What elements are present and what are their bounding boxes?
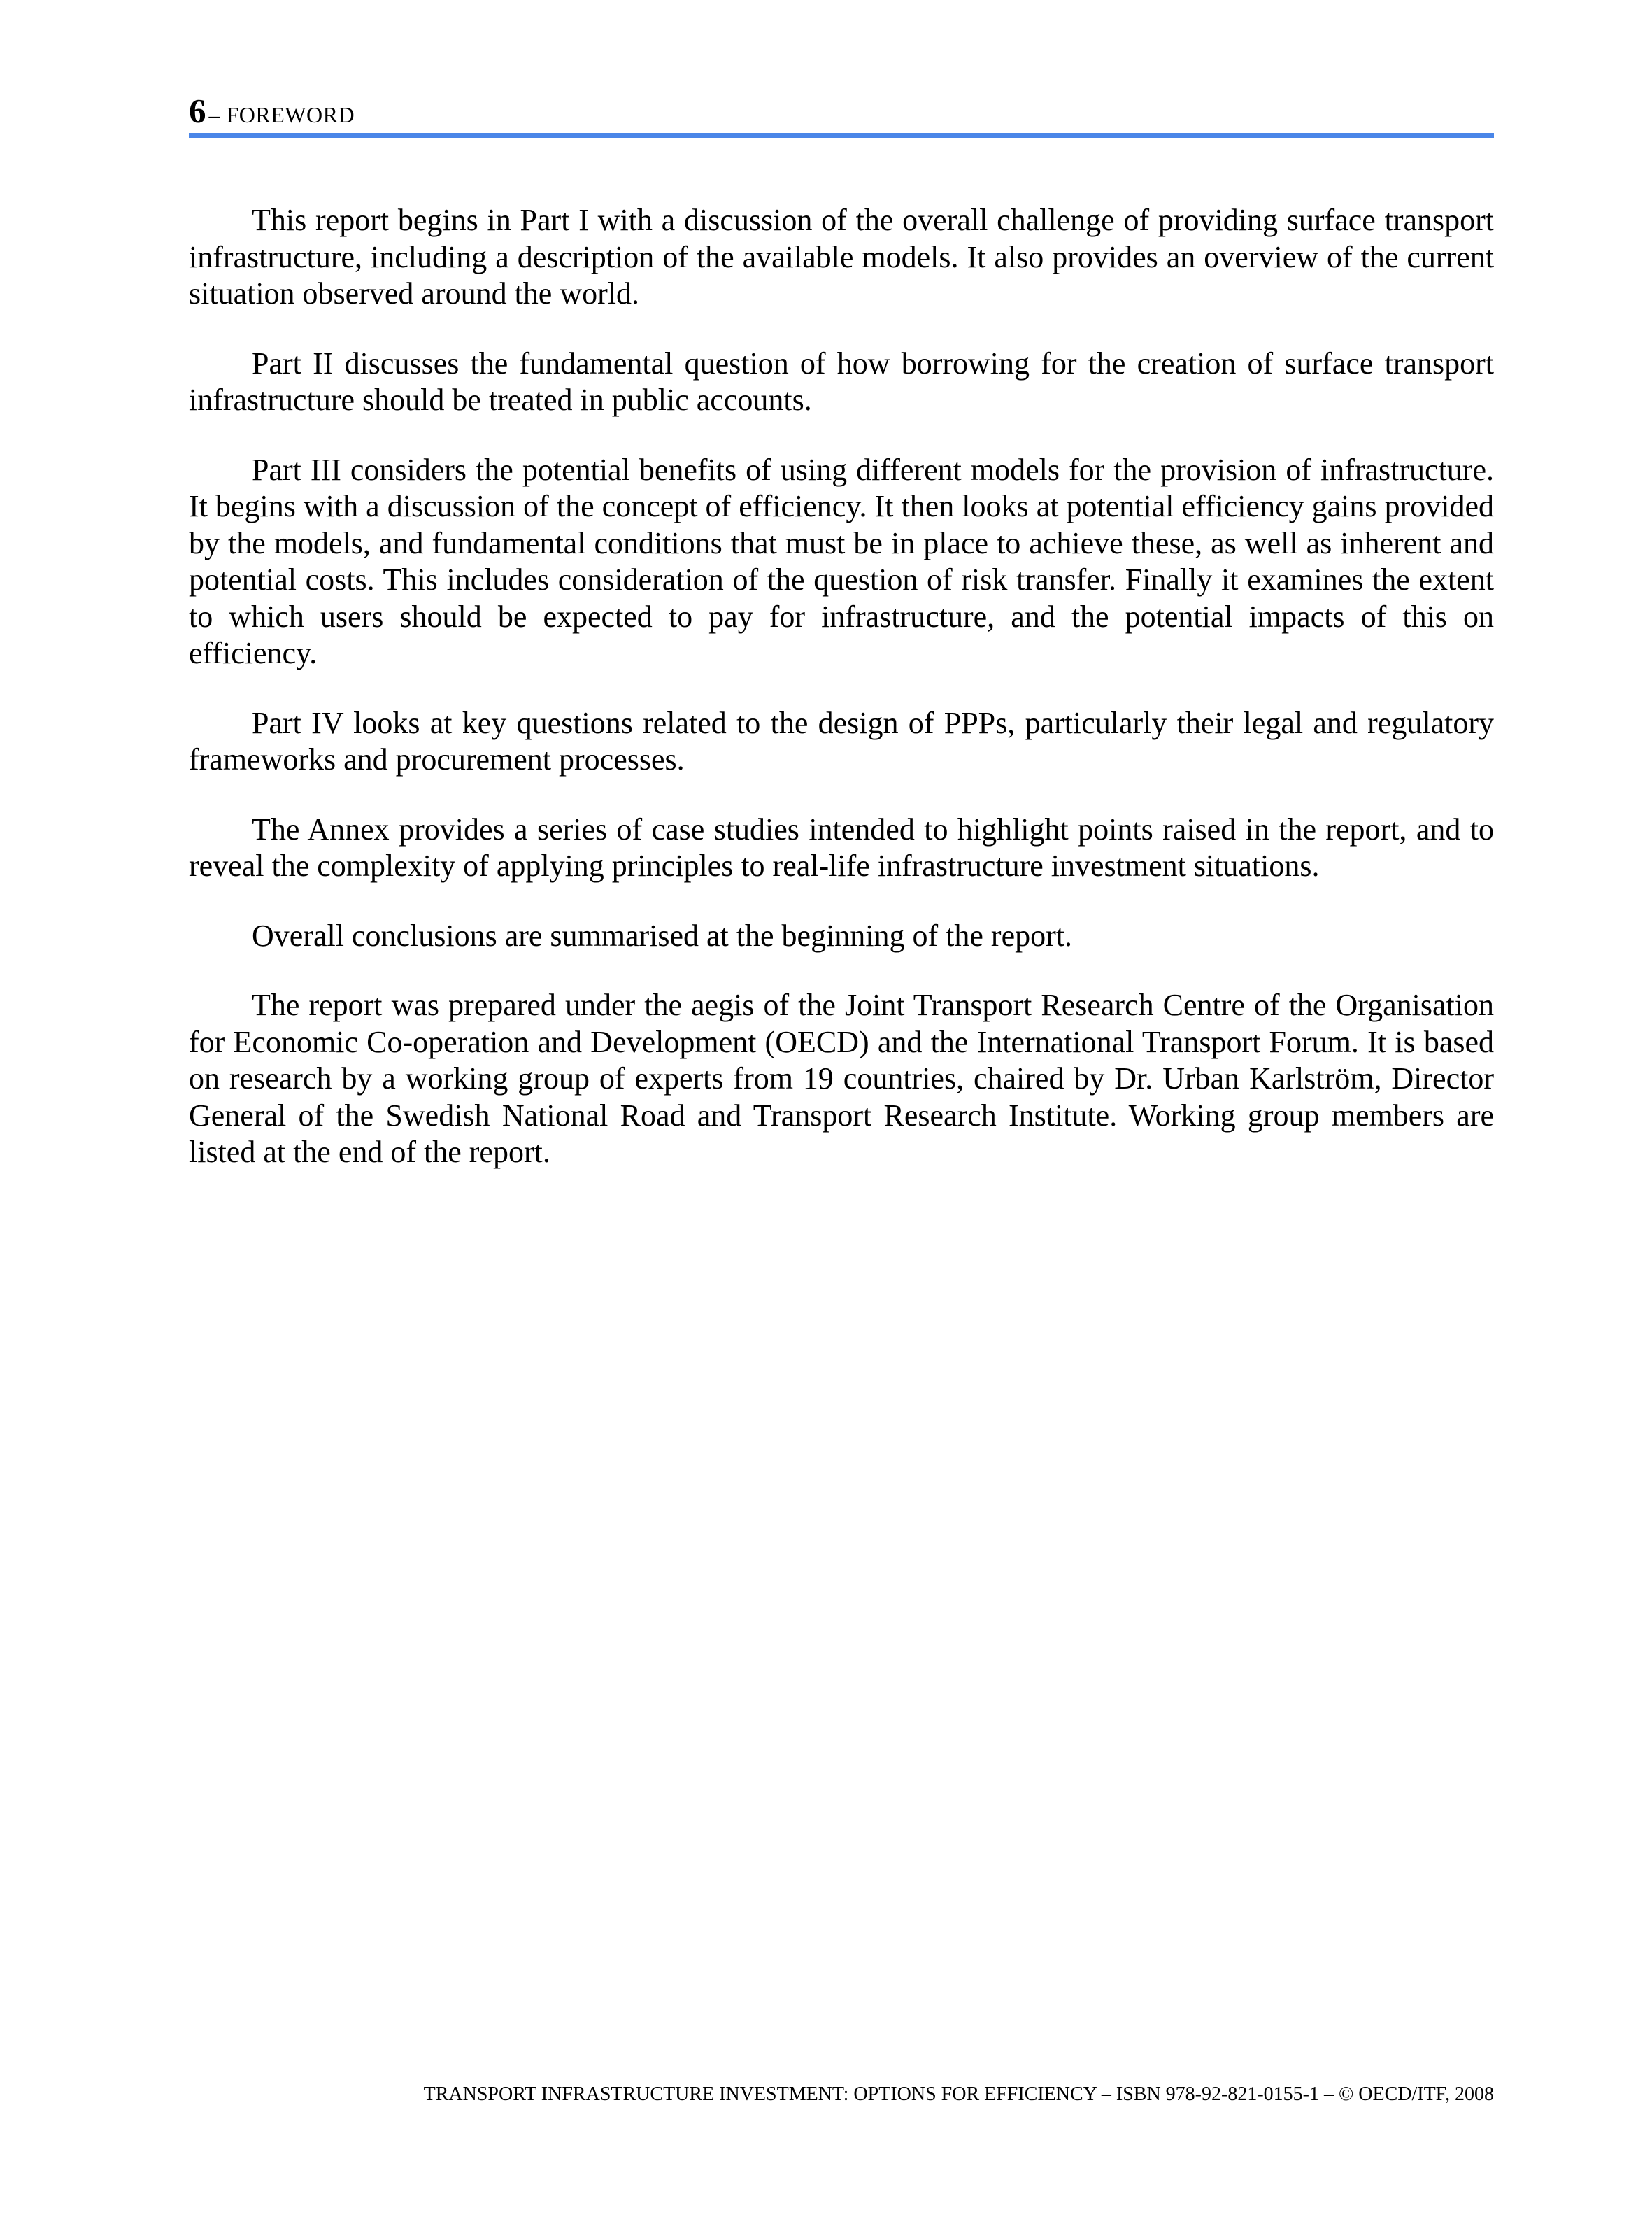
paragraph-part-one: This report begins in Part I with a discussion of the overall challenge of providing surface transport infrastructure, including a description of the available models. It also provides an overview of the current situation observed around the world. (189, 203, 1494, 311)
paragraph-part-four: Part IV looks at key questions related to the design of PPPs, particularly their legal and regulatory frameworks and procurement processes. (189, 705, 1494, 777)
paragraph-annex: The Annex provides a series of case studies intended to highlight points raised in the report, and to reveal the complexity of applying principles to real-life infrastructure investment situations. (189, 812, 1494, 883)
paragraph-preparation: The report was prepared under the aegis of the Joint Transport Research Centre of the Organisation for Economic Co-operation and Development (OECD) and the International Transport Forum. It is based on research by a working group of experts from 19 countries, chaired by Dr. Urban Karlström, Director General of the Swedish National Road and Transport Research Institute. Working group members are listed at the end of the report. (189, 988, 1494, 1169)
page-footer: TRANSPORT INFRASTRUCTURE INVESTMENT: OPTIONS FOR EFFICIENCY – ISBN 978-92-821-0155-1 – © OECD/ITF, 2008 (423, 2083, 1494, 2105)
paragraph-part-three: Part III considers the potential benefits of using different models for the provision of infrastructure. It begins with a discussion of the concept of efficiency. It then looks at potential efficiency gains provided by the models, and fundamental conditions that must be in place to achieve these, as well as inherent and potential costs. This includes consideration of the question of risk transfer. Finally it examines the extent to which users should be expected to pay for infrastructure, and the potential impacts of this on efficiency. (189, 452, 1494, 670)
foreword-body (189, 202, 1494, 1204)
page-number: 6 (189, 92, 206, 130)
page-header (189, 90, 1494, 138)
paragraph-part-two: Part II discusses the fundamental question of how borrowing for the creation of surface transport infrastructure should be treated in public accounts. (189, 346, 1494, 417)
paragraph-conclusions: Overall conclusions are summarised at the beginning of the report. (252, 918, 1072, 953)
section-title: – FOREWORD (208, 102, 355, 127)
